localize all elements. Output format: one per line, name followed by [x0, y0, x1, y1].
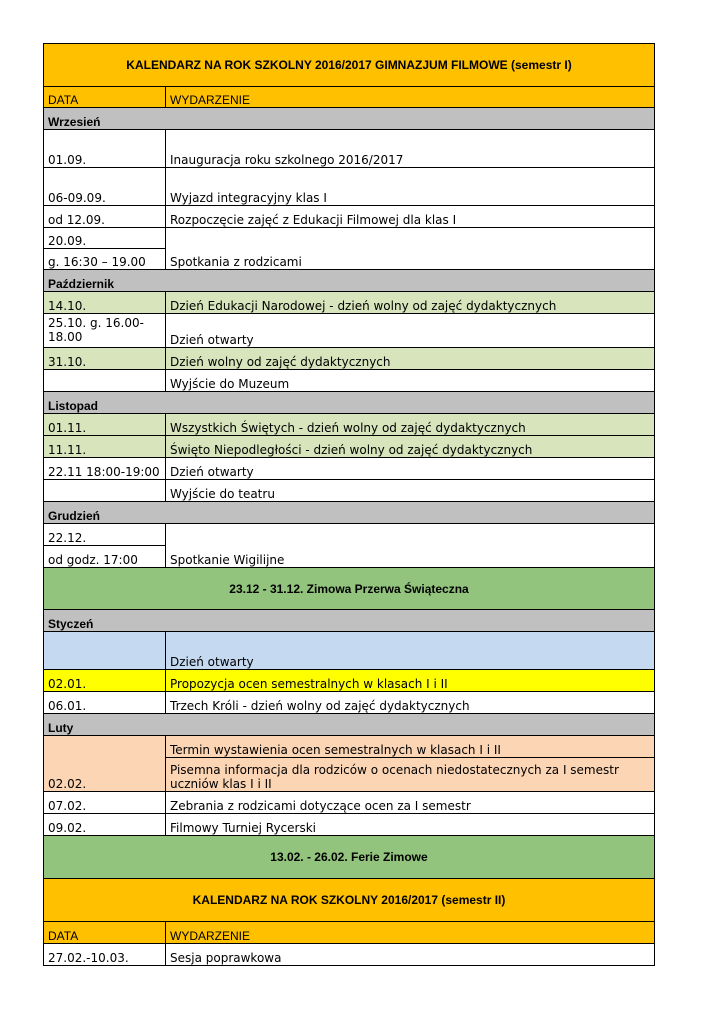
- event-cell: Dzień otwarty: [166, 458, 655, 480]
- month-grudzien: Grudzień: [44, 502, 655, 524]
- date-cell: 22.11 18:00-19:00: [44, 458, 166, 480]
- event-cell: Wyjazd integracyjny klas I: [166, 168, 655, 206]
- date-cell: 06.01.: [44, 692, 166, 714]
- date-cell: od 12.09.: [44, 206, 166, 228]
- date-cell: 22.12.: [44, 524, 166, 546]
- month-styczen: Styczeń: [44, 610, 655, 632]
- event-cell: Inauguracja roku szkolnego 2016/2017: [166, 130, 655, 168]
- event-cell: Wyjście do teatru: [166, 480, 655, 502]
- header-event: WYDARZENIE: [166, 87, 655, 108]
- event-cell: Dzień Edukacji Narodowej - dzień wolny od zajęć dydaktycznych: [166, 292, 655, 314]
- event-cell: Rozpoczęcie zajęć z Edukacji Filmowej dla klas I: [166, 206, 655, 228]
- event-cell: Wszystkich Świętych - dzień wolny od zajęć dydaktycznych: [166, 414, 655, 436]
- date-cell: 31.10.: [44, 348, 166, 370]
- month-wrzesien: Wrzesień: [44, 108, 655, 130]
- time-cell: g. 16:30 – 19.00: [44, 249, 166, 270]
- date-cell: 01.11.: [44, 414, 166, 436]
- date-cell: 11.11.: [44, 436, 166, 458]
- date-cell: [44, 370, 166, 392]
- event-cell: Trzech Króli - dzień wolny od zajęć dydaktycznych: [166, 692, 655, 714]
- date-cell: 25.10. g. 16.00-18.00: [44, 314, 166, 348]
- time-cell: od godz. 17:00: [44, 546, 166, 568]
- event-cell: Zebrania z rodzicami dotyczące ocen za I semestr: [166, 792, 655, 814]
- winter-break-banner: 23.12 - 31.12. Zimowa Przerwa Świąteczna: [44, 568, 655, 610]
- event-cell: Wyjście do Muzeum: [166, 370, 655, 392]
- date-cell: 07.02.: [44, 792, 166, 814]
- date-cell: [44, 632, 166, 670]
- ferie-banner: 13.02. - 26.02. Ferie Zimowe: [44, 836, 655, 879]
- event-cell: Spotkania z rodzicami: [166, 228, 655, 270]
- event-cell: Propozycja ocen semestralnych w klasach I i II: [166, 670, 655, 692]
- date-cell: 02.01.: [44, 670, 166, 692]
- month-pazdziernik: Październik: [44, 270, 655, 292]
- calendar-title-semester-2: KALENDARZ NA ROK SZKOLNY 2016/2017 (semestr II): [44, 879, 655, 922]
- event-cell: Termin wystawienia ocen semestralnych w klasach I i II: [166, 736, 655, 758]
- date-cell: [44, 480, 166, 502]
- date-cell: 01.09.: [44, 130, 166, 168]
- date-cell: 14.10.: [44, 292, 166, 314]
- calendar-title-semester-1: KALENDARZ NA ROK SZKOLNY 2016/2017 GIMNAZJUM FILMOWE (semestr I): [44, 44, 655, 87]
- date-cell: 27.02.-10.03.: [44, 944, 166, 966]
- event-cell: Pisemna informacja dla rodziców o ocenach niedostatecznych za I semestr uczniów klas I i II: [166, 758, 655, 792]
- event-cell: Dzień wolny od zajęć dydaktycznych: [166, 348, 655, 370]
- date-cell: 02.02.: [44, 736, 166, 792]
- header-date: DATA: [44, 87, 166, 108]
- event-cell: Sesja poprawkowa: [166, 944, 655, 966]
- month-luty: Luty: [44, 714, 655, 736]
- header-date: DATA: [44, 922, 166, 944]
- calendar-table: [43, 43, 655, 966]
- event-cell: Dzień otwarty: [166, 314, 655, 348]
- event-cell: Dzień otwarty: [166, 632, 655, 670]
- header-event: WYDARZENIE: [166, 922, 655, 944]
- event-cell: Filmowy Turniej Rycerski: [166, 814, 655, 836]
- event-cell: Spotkanie Wigilijne: [166, 524, 655, 568]
- month-listopad: Listopad: [44, 392, 655, 414]
- date-cell: 09.02.: [44, 814, 166, 836]
- date-cell: 06-09.09.: [44, 168, 166, 206]
- date-cell: 20.09.: [44, 228, 166, 249]
- event-cell: Święto Niepodległości - dzień wolny od zajęć dydaktycznych: [166, 436, 655, 458]
